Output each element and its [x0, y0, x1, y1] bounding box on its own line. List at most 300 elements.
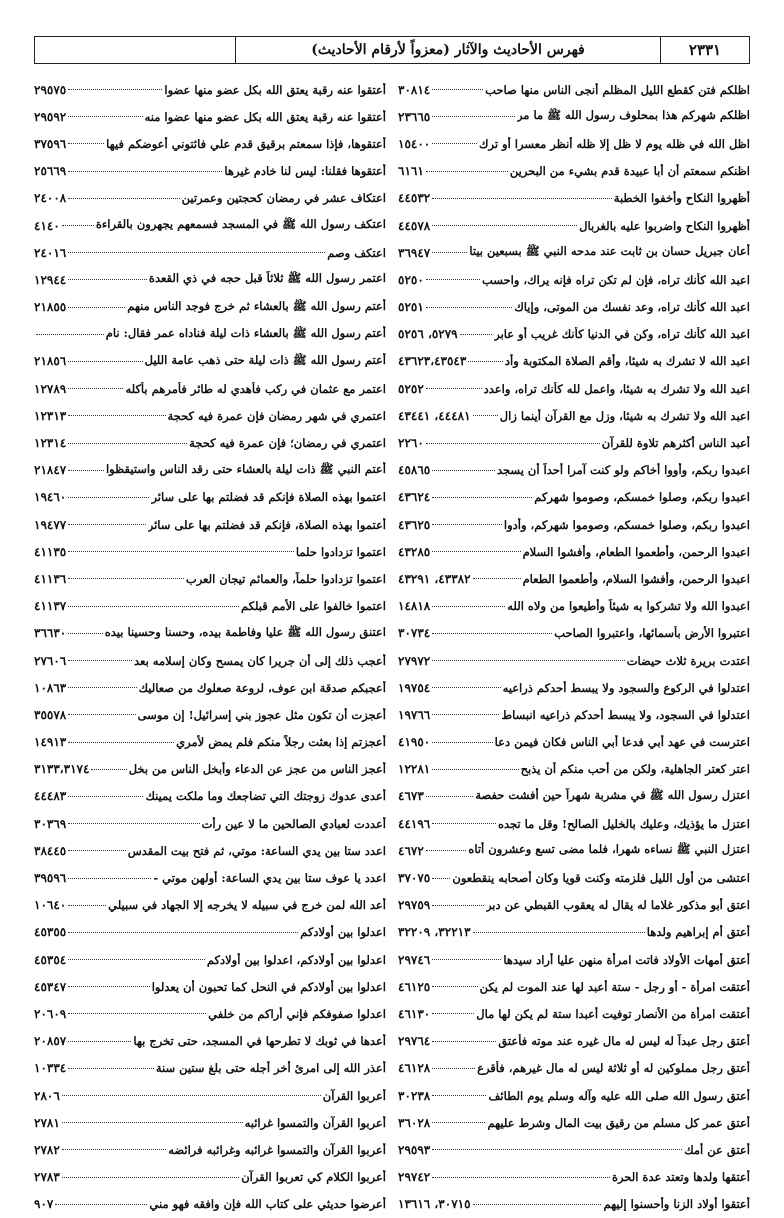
entry-ref: ٦١٦١ — [398, 164, 424, 179]
dot-leader — [68, 443, 187, 444]
dot-leader — [432, 687, 500, 688]
entry-ref: ٤٦١٢٥ — [398, 979, 431, 994]
dot-leader — [68, 823, 199, 824]
entry-text: أعتم النبي ﷺ ذات ليلة بالعشاء حتى رقد الناس واستيقظوا — [105, 461, 386, 476]
dot-leader — [62, 225, 94, 226]
index-entry — [34, 1109, 386, 1136]
entry-text: أعجبكم صدقة ابن عوف، لروعة صعلوك من صعاليك — [138, 680, 386, 695]
entry-ref: ٣٠٣٦٩ — [34, 816, 67, 831]
dot-leader — [68, 171, 222, 172]
dot-leader — [36, 334, 104, 335]
dot-leader — [432, 633, 552, 634]
entry-text: اعتكف رسول الله ﷺ في المسجد فسمعهم يجهرون بالقراءة — [95, 217, 386, 232]
entry-text: اعتكاف عشر في رمضان كحجتين وعمرتين — [181, 191, 386, 206]
entry-text: أعتقوا عنه رقبة يعتق الله بكل عضو منها عضوا منه — [144, 109, 386, 124]
index-entry — [398, 1082, 750, 1109]
dot-leader — [426, 279, 480, 280]
index-entry — [34, 946, 386, 973]
entry-ref: ٣٠٨١٤ — [398, 82, 431, 97]
entry-ref: ١٩٧٦٦ — [398, 707, 431, 722]
dot-leader — [68, 116, 142, 117]
entry-text: اعتنق رسول الله ﷺ عليا وفاطمة بيده، وحسنا وحسينا بيده — [104, 624, 386, 639]
dot-leader — [62, 1122, 243, 1123]
index-entry — [34, 538, 386, 565]
entry-text: اعتموا تزدادوا حلماً، والعمائم تيجان العرب — [185, 571, 386, 586]
entry-ref: ٣٧٥٩٦ — [34, 136, 67, 151]
entry-ref: ٤٥٨٦٥ — [398, 463, 431, 478]
dot-leader — [432, 198, 612, 199]
entry-ref: ٢٤٠١٦ — [34, 245, 67, 260]
entry-ref: ٥٢٥٢ — [398, 381, 424, 396]
index-entry — [398, 620, 750, 647]
dot-leader — [432, 1041, 496, 1042]
entry-ref: ٤٥٣٥٤ — [34, 952, 67, 967]
dot-leader — [68, 1013, 206, 1014]
entry-ref: ٤٦١٢٨ — [398, 1061, 431, 1076]
entry-ref: ٩٠٧ — [34, 1197, 54, 1212]
entry-text: اعتدلوا في الركوع والسجود ولا يبسط أحدكم ذراعيه — [502, 680, 750, 695]
index-entry — [398, 76, 750, 103]
entry-ref: ٥٢٥١ — [398, 300, 424, 315]
dot-leader — [68, 606, 239, 607]
entry-text: اعدلوا صفوفكم فإني أراكم من خلفي — [208, 1006, 386, 1021]
entry-text: اعتموا تزدادوا حلما — [295, 544, 386, 559]
index-entry — [398, 1136, 750, 1163]
index-entry — [398, 511, 750, 538]
entry-text: اظل الله في ظله يوم لا ظل إلا ظله أنظر معسرا أو ترك — [479, 136, 750, 151]
entry-text: اظلكم فتن كقطع الليل المظلم أنجى الناس منها صاحب — [485, 82, 750, 97]
entry-text: اعتمر مع عثمان في ركب فأهدي له طائر فأمرهم بأكله — [125, 381, 386, 396]
entry-ref: ٢٩٥٩٣ — [398, 1142, 431, 1157]
index-entry — [398, 647, 750, 674]
entry-text: اعتبروا الأرض بأسمائها، واعتبروا الصاحب — [554, 626, 750, 641]
entry-ref: ٥٢٥٠ — [398, 272, 424, 287]
entry-ref: ٢٤٠٠٨ — [34, 191, 67, 206]
index-entry — [398, 701, 750, 728]
index-entry — [34, 1000, 386, 1027]
dot-leader — [68, 1041, 131, 1042]
entry-ref: ١٩٧٥٤ — [398, 680, 431, 695]
dot-leader — [432, 1013, 474, 1014]
dot-leader — [68, 959, 205, 960]
index-entry — [34, 647, 386, 674]
entry-text: اعبدوا الرحمن، وأفشوا السلام، وأطعموا الطعام — [522, 571, 750, 586]
index-entry — [398, 837, 750, 864]
dot-leader — [426, 443, 600, 444]
dot-leader — [460, 334, 493, 335]
dot-leader — [432, 116, 515, 117]
page-number: ٢٣٣١ — [660, 37, 749, 63]
index-entry — [398, 565, 750, 592]
index-entry — [34, 130, 386, 157]
entry-ref: ٤١٤٠ — [34, 218, 60, 233]
index-entry — [34, 239, 386, 266]
index-entry — [398, 321, 750, 348]
entry-ref: ٣٦٩٤٧ — [398, 245, 431, 260]
index-entry — [34, 511, 386, 538]
entry-ref: ٤٤٥٣٢ — [398, 191, 431, 206]
entry-ref: ٢٩٧٤٦ — [398, 952, 431, 967]
dot-leader — [432, 714, 499, 715]
entry-ref: ١٢٣١٣ — [34, 408, 67, 423]
entry-text: أعرضوا حديثي على كتاب الله فإن وافقه فهو مني — [149, 1197, 386, 1212]
entry-text: أعتقوا أولاد الزنا وأحسنوا إليهم — [603, 1197, 750, 1212]
index-entry — [398, 1191, 750, 1218]
dot-leader — [432, 497, 532, 498]
entry-text: أعجزت أن تكون مثل عجوز بني إسرائيل! إن موسى — [137, 707, 386, 722]
index-entry — [398, 348, 750, 375]
index-entry — [398, 130, 750, 157]
entry-ref: ١٠٨٦٣ — [34, 680, 67, 695]
dot-leader — [432, 1149, 682, 1150]
dot-leader — [68, 279, 147, 280]
dot-leader — [426, 796, 474, 797]
entry-text: اعدلوا بين أولادكم، اعدلوا بين أولادكم — [206, 952, 386, 967]
entry-ref: ٤١١٣٧ — [34, 599, 67, 614]
dot-leader — [432, 1177, 610, 1178]
entry-text: أظهروا النكاح واضربوا عليه بالغربال — [579, 218, 750, 233]
index-entry — [34, 810, 386, 837]
entry-text: اعبد الله لا تشرك به شيئا، وأقم الصلاة المكتوبة وأد — [504, 354, 750, 369]
entry-text: اعبدوا الله ولا تشركوا به شيئاً وأطيعوا من ولاه الله — [507, 599, 750, 614]
index-entry — [398, 864, 750, 891]
dot-leader — [473, 578, 521, 579]
entry-ref: ١٢٢٨١ — [398, 762, 431, 777]
index-entry — [398, 973, 750, 1000]
entry-ref: ٣٠٧١٥، ١٣٦١٦ — [398, 1197, 471, 1212]
index-entry — [34, 783, 386, 810]
entry-text: اعبدوا ربكم، وصلوا خمسكم، وصوموا شهركم، وأدوا — [503, 517, 750, 532]
dot-leader — [68, 307, 125, 308]
entry-ref: ١٢٩٤٤ — [34, 272, 67, 287]
dot-leader — [432, 823, 496, 824]
entry-text: اظلكم شهركم هذا بمحلوف رسول الله ﷺ ما مر — [516, 108, 750, 123]
dot-leader — [432, 769, 518, 770]
entry-ref: ١٤٨١٨ — [398, 599, 431, 614]
dot-leader — [68, 986, 149, 987]
dot-leader — [68, 932, 298, 933]
index-entry — [398, 674, 750, 701]
dot-leader — [426, 850, 467, 851]
entry-text: أعذر الله إلى امرئ أخر أجله حتى بلغ ستين سنة — [155, 1061, 386, 1076]
entry-text: اعدد ستا بين يدي الساعة: موتي، ثم فتح بيت المقدس — [127, 843, 386, 858]
index-entry — [34, 674, 386, 701]
entry-ref: ٢٧٩٧٢ — [398, 653, 431, 668]
index-entry — [34, 837, 386, 864]
entry-text: اعتزل رسول الله ﷺ في مشربة شهراً حين أفشت حفصة — [475, 787, 750, 802]
dot-leader — [432, 1122, 485, 1123]
index-entry — [398, 729, 750, 756]
entry-ref: ٤٤٤٨١، ٤٣٤٤١ — [398, 408, 471, 423]
entry-text: اعدد يا عوف ستا بين يدي الساعة: أولهن موتي - — [153, 871, 386, 886]
index-entry — [34, 402, 386, 429]
index-entry — [34, 620, 386, 647]
entry-text: أعتق رسول الله صلى الله عليه وآله وسلم يوم الطائف — [488, 1088, 750, 1103]
index-entry — [34, 484, 386, 511]
entry-text: اعتر كعتر الجاهلية، ولكن من أحب منكم أن يذبح — [520, 762, 750, 777]
entry-text: أعتقت امرأة من الأنصار توفيت أعبدا ستة لم يكن لها مال — [476, 1006, 750, 1021]
entry-ref: ٢٩٥٧٥ — [34, 82, 67, 97]
index-entry — [34, 1028, 386, 1055]
dot-leader — [432, 1068, 475, 1069]
entry-ref: ٤٦٧٢ — [398, 843, 424, 858]
index-entry — [34, 457, 386, 484]
entry-text: اعتشى من أول الليل فلزمته وكنت قويا وكان أصحابه ينقطعون — [452, 871, 750, 886]
index-entry — [34, 375, 386, 402]
right-column — [398, 76, 750, 1218]
index-entry — [398, 1055, 750, 1082]
entry-ref: ٣٢٢١٣، ٣٢٢٠٩ — [398, 925, 471, 940]
entry-ref: ٤٣٢٨٥ — [398, 544, 431, 559]
entry-ref: ١٩٤٦٠ — [34, 490, 67, 505]
entry-ref: ٤٥٣٤٧ — [34, 979, 67, 994]
index-entry — [34, 892, 386, 919]
entry-text: اعبد الله كأنك تراه، وكن في الدنيا كأنك غريب أو عابر — [494, 327, 750, 342]
entry-ref: ٢٧٦٠٦ — [34, 653, 67, 668]
dot-leader — [55, 1204, 147, 1205]
page — [34, 36, 750, 1212]
entry-text: اعبدوا ربكم، وصلوا خمسكم، وصوموا شهركم — [534, 490, 750, 505]
entry-ref: ٣١٣٣،٣١٧٤ — [34, 762, 90, 777]
entry-ref: ٤٣٦٢٥ — [398, 517, 431, 532]
dot-leader — [68, 415, 165, 416]
dot-leader — [432, 225, 577, 226]
entry-ref: ٣٦٠٢٨ — [398, 1115, 431, 1130]
dot-leader — [473, 1204, 602, 1205]
entry-ref: ٤٦١٣٠ — [398, 1006, 431, 1021]
index-entry — [34, 321, 386, 348]
index-entry — [34, 348, 386, 375]
entry-text: أعربوا الكلام كي تعربوا القرآن — [241, 1170, 386, 1185]
dot-leader — [68, 1068, 154, 1069]
index-entry — [398, 892, 750, 919]
entry-text: اعدلوا بين أولادكم — [300, 925, 386, 940]
dot-leader — [68, 470, 104, 471]
index-entry — [398, 946, 750, 973]
dot-leader — [68, 388, 123, 389]
index-entry — [34, 158, 386, 185]
index-entry — [34, 103, 386, 130]
left-column — [34, 76, 386, 1218]
entry-text: أعتقوها، فإذا سمعتم برقيق قدم علي فائتوني أعوضكم فيها — [106, 136, 386, 151]
entry-text: اعتموا بهذه الصلاة فإنكم قد فضلتم بها على سائر — [151, 490, 386, 505]
dot-leader — [62, 1095, 321, 1096]
index-entry — [34, 756, 386, 783]
index-entry — [398, 103, 750, 130]
entry-ref: ٤٤٤٨٣ — [34, 789, 67, 804]
index-entry — [34, 701, 386, 728]
entry-ref: ٤١١٣٦ — [34, 571, 67, 586]
entry-text: أعربوا القرآن والتمسوا غرائبه وغرائبه فرائضه — [168, 1142, 386, 1157]
dot-leader — [68, 198, 179, 199]
entry-text: اعبدوا ربكم، وأووا أخاكم ولو كنت آمرا أحداً أن يسجد — [496, 463, 750, 478]
dot-leader — [68, 687, 136, 688]
entry-text: اعدلوا بين أولادكم في النحل كما تحبون أن يعدلوا — [151, 979, 386, 994]
entry-ref: ٢٣٦٦٥ — [398, 109, 431, 124]
entry-text: أعجز الناس من عجز عن الدعاء وأبخل الناس من بخل — [128, 762, 386, 777]
dot-leader — [68, 742, 174, 743]
index-entry — [398, 756, 750, 783]
index-entry — [34, 973, 386, 1000]
dot-leader — [68, 796, 143, 797]
dot-leader — [432, 905, 484, 906]
entry-ref: ٤٤١٩٦ — [398, 816, 431, 831]
entry-text: أعدها في ثوبك لا تطرحها في المسجد، حتى تخرج بها — [133, 1034, 386, 1049]
dot-leader — [426, 388, 482, 389]
index-entry — [398, 538, 750, 565]
index-entry — [34, 729, 386, 756]
entry-text: أعتق عمر كل مسلم من رقيق بيت المال وشرط عليهم — [487, 1115, 750, 1130]
dot-leader — [432, 143, 477, 144]
page-header — [34, 36, 750, 64]
entry-text: اعتمري في شهر رمضان فإن عمرة فيه كحجة — [167, 408, 386, 423]
index-entry — [34, 565, 386, 592]
index-columns — [34, 76, 750, 1218]
dot-leader — [68, 850, 125, 851]
entry-text: أعتق رجل عبداً له ليس له مال غيره عند موته فأعتق — [498, 1034, 750, 1049]
entry-text: اعتدلوا في السجود، ولا يبسط أحدكم ذراعيه انبساط — [501, 707, 750, 722]
dot-leader — [68, 578, 184, 579]
entry-ref: ٢١٨٥٥ — [34, 300, 67, 315]
entry-ref: ٢٢٦٠ — [398, 436, 424, 451]
dot-leader — [68, 633, 102, 634]
index-entry — [398, 919, 750, 946]
entry-text: أعربوا القرآن والتمسوا غرائبه — [244, 1115, 386, 1130]
entry-text: اعبد الله كأنك تراه، فإن لم تكن تراه فإنه يراك، واحسب — [481, 272, 750, 287]
index-entry — [34, 294, 386, 321]
entry-ref: ٤١١٣٥ — [34, 544, 67, 559]
entry-ref: ٤٥٣٥٥ — [34, 925, 67, 940]
entry-text: اعتمر رسول الله ﷺ ثلاثاً قبل حجه في ذي القعدة — [148, 271, 386, 286]
entry-ref: ٢٧٨٢ — [34, 1142, 60, 1157]
entry-text: أعتم رسول الله ﷺ بالعشاء ذات ليلة فناداه عمر فقال: نام — [105, 325, 386, 340]
index-entry — [398, 810, 750, 837]
entry-text: أعربوا القرآن — [322, 1088, 386, 1103]
dot-leader — [62, 1149, 166, 1150]
entry-text: اعبد الله ولا تشرك به شيئا، وزل مع القرآن أينما زال — [499, 408, 750, 423]
entry-text: اعتدت بريرة ثلاث حيضات — [626, 653, 750, 668]
entry-ref: ٢٩٧٤٢ — [398, 1170, 431, 1185]
entry-text: أعجب ذلك إلى أن جريرا كان يمسح وكان إسلامه بعد — [134, 653, 386, 668]
entry-ref: ٢١٨٥٦ — [34, 354, 67, 369]
entry-text: أظهروا النكاح وأخفوا الخطبة — [613, 191, 750, 206]
dot-leader — [426, 307, 513, 308]
entry-ref: ٤٣٦٢٤ — [398, 490, 431, 505]
dot-leader — [468, 361, 503, 362]
entry-ref: ٤٤٥٧٨ — [398, 218, 431, 233]
dot-leader — [68, 497, 149, 498]
dot-leader — [91, 769, 126, 770]
index-entry — [34, 1136, 386, 1163]
entry-ref: ٢٧٨١ — [34, 1115, 60, 1130]
entry-text: أعتم رسول الله ﷺ ذات ليلة حتى ذهب عامة الليل — [144, 352, 386, 367]
entry-text: أعتق رجل مملوكين له أو ثلاثة ليس له مال غيرهم، فأقرع — [477, 1061, 750, 1076]
index-entry — [398, 593, 750, 620]
index-entry — [34, 185, 386, 212]
index-entry — [34, 1164, 386, 1191]
entry-text: أعتق أمهات الأولاد فاتت امرأة منهن عليا أراد سيدها — [503, 952, 750, 967]
entry-text: اعبد الله كأنك تراه، وعد نفسك من الموتى، وإياك — [514, 300, 750, 315]
entry-text: أعجزتم إذا بعثت رجلاً منكم فلم يمض لأمري — [176, 735, 386, 750]
index-entry — [398, 1109, 750, 1136]
entry-text: اعبدوا الرحمن، وأطعموا الطعام، وأفشوا السلام — [522, 544, 750, 559]
entry-ref: ٢٩٧٦٤ — [398, 1034, 431, 1049]
dot-leader — [426, 171, 508, 172]
entry-text: اعتزل النبي ﷺ نساءه شهرا، فلما مضى تسع وعشرون أتاه — [468, 842, 750, 857]
dot-leader — [68, 89, 162, 90]
entry-text: أعتموا بهذه الصلاة، فإنكم قد فضلتم بها على سائر — [147, 517, 386, 532]
entry-ref: ١٢٧٨٩ — [34, 381, 67, 396]
index-entry — [34, 1055, 386, 1082]
entry-ref: ٢١٨٤٧ — [34, 463, 67, 478]
entry-text: اعتمري في رمضان؛ فإن عمرة فيه كحجة — [189, 436, 386, 451]
dot-leader — [432, 551, 520, 552]
index-entry — [398, 1028, 750, 1055]
entry-ref: ٢٨٠٦ — [34, 1088, 60, 1103]
index-entry — [398, 1000, 750, 1027]
entry-ref: ٣٩٥٩٦ — [34, 871, 67, 886]
entry-ref: ٥٢٧٩، ٥٢٥٦ — [398, 327, 458, 342]
entry-text: أعان جبريل حسان بن ثابت عند مدحه النبي ﷺ بسبعين بيتا — [469, 244, 750, 259]
entry-ref: ٣٧٠٧٥ — [398, 871, 431, 886]
entry-text: أعتقوا عنه رقبة يعتق الله بكل عضو منها عضوا — [164, 82, 386, 97]
entry-ref: ٢٧٨٣ — [34, 1170, 60, 1185]
entry-text: اعترست في عهد أبي فدعا أبي الناس فكان فيمن دعا — [494, 735, 750, 750]
index-entry — [398, 429, 750, 456]
entry-text: أعد الله لمن خرج في سبيله لا يخرجه إلا الجهاد في سبيلي — [108, 898, 386, 913]
dot-leader — [68, 524, 146, 525]
dot-leader — [432, 1095, 486, 1096]
entry-text: اعتزل ما يؤذيك، وعليك بالخليل الصالح! وقل ما تجده — [497, 816, 750, 831]
entry-ref: ٤٦٧٣ — [398, 789, 424, 804]
entry-text: أعتق أم إبراهيم ولدها — [646, 925, 750, 940]
entry-ref: ١٠٣٣٤ — [34, 1061, 67, 1076]
page-title: فهرس الأحاديث والآثار (معزواً لأرقام الأحاديث) — [235, 37, 660, 63]
entry-ref: ٤٣٦٢٣،٤٣٥٤٣ — [398, 354, 467, 369]
index-entry — [398, 484, 750, 511]
dot-leader — [68, 905, 106, 906]
entry-text: اعتق أبو مذكور غلاما له يقال له يعقوب القبطي عن دبر — [485, 898, 750, 913]
index-entry — [34, 429, 386, 456]
dot-leader — [432, 959, 501, 960]
index-entry — [398, 457, 750, 484]
index-entry — [398, 212, 750, 239]
dot-leader — [432, 660, 624, 661]
index-entry — [398, 783, 750, 810]
dot-leader — [432, 470, 495, 471]
index-entry — [34, 212, 386, 239]
index-entry — [34, 266, 386, 293]
index-entry — [34, 1082, 386, 1109]
dot-leader — [62, 1177, 239, 1178]
dot-leader — [432, 606, 505, 607]
entry-text: أعبد الناس أكثرهم تلاوة للقرآن — [601, 436, 750, 451]
dot-leader — [68, 252, 325, 253]
entry-ref: ٣٠٢٣٨ — [398, 1088, 431, 1103]
entry-ref: ١٠٦٤٠ — [34, 898, 67, 913]
header-blank-cell — [35, 37, 235, 63]
dot-leader — [432, 742, 492, 743]
index-entry — [398, 185, 750, 212]
entry-ref: ٣٥٥٧٨ — [34, 707, 67, 722]
index-entry — [34, 864, 386, 891]
dot-leader — [473, 932, 645, 933]
entry-text: أعتقها ولدها وتعتد عدة الحرة — [611, 1170, 750, 1185]
entry-ref: ١٤٩١٣ — [34, 735, 67, 750]
entry-ref: ٢٠٦٠٩ — [34, 1006, 67, 1021]
entry-text: أعتم رسول الله ﷺ بالعشاء ثم خرج فوجد الناس منهم — [127, 298, 386, 313]
entry-text: أعتقت امرأة - أو رجل - ستة أعبد لها عند الموت لم يكن — [479, 979, 750, 994]
